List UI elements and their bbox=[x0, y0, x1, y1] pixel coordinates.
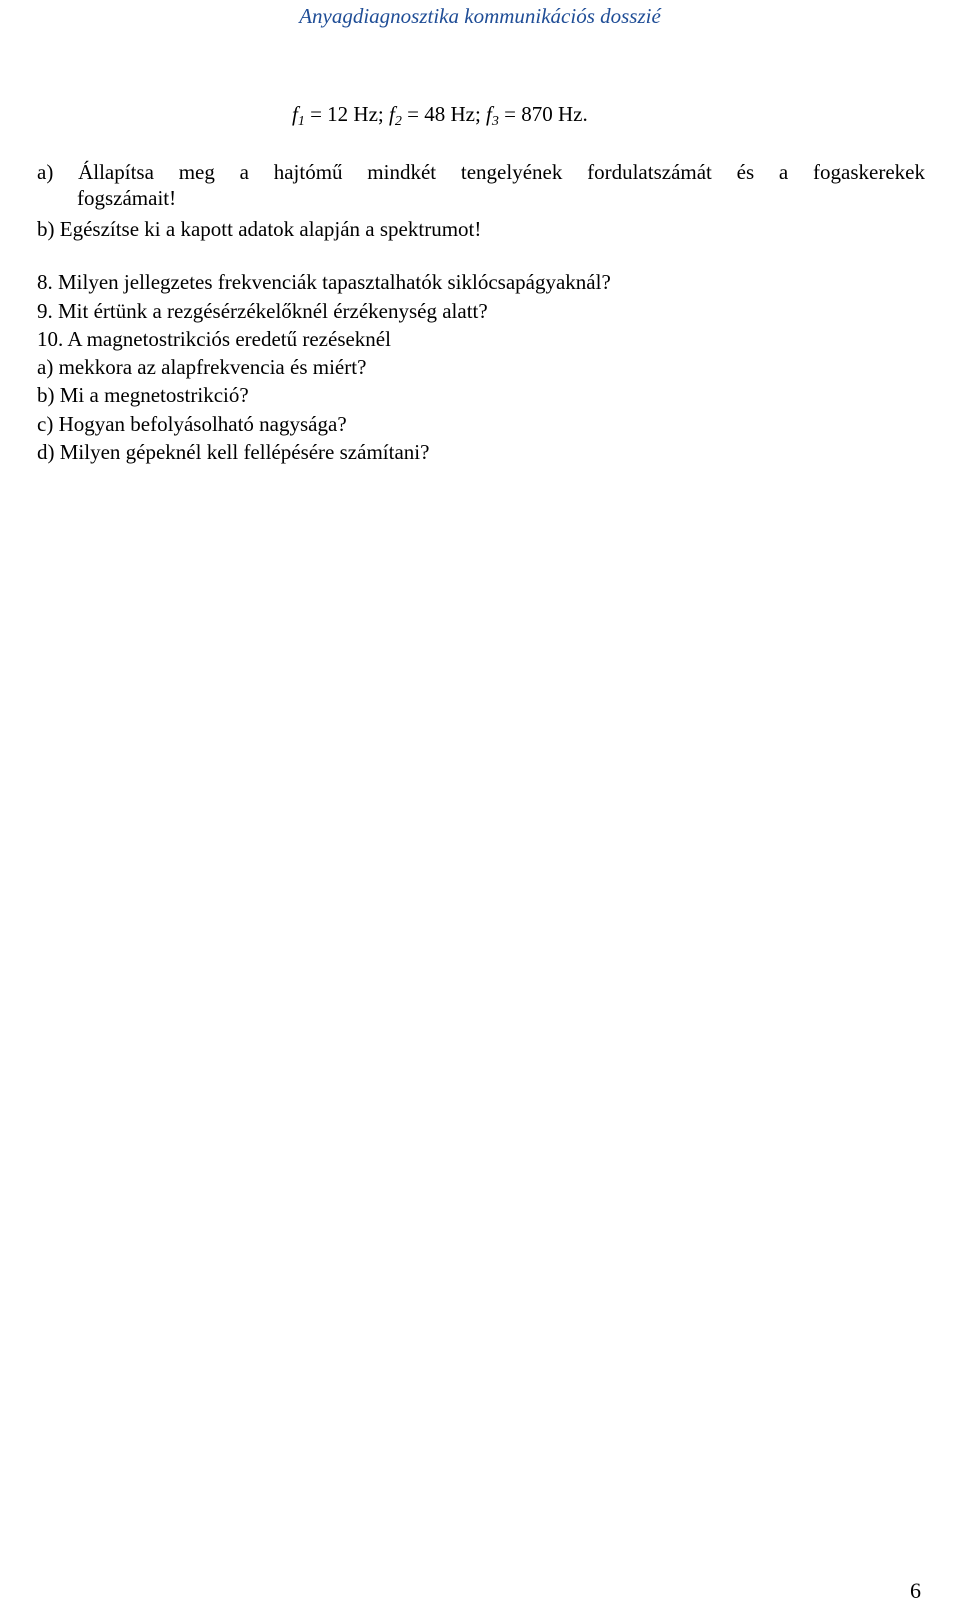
f3-value: = 870 Hz. bbox=[498, 102, 588, 126]
f2-value: = 48 Hz; bbox=[401, 102, 487, 126]
question-10: 10. A magnetostrikciós eredetű rezéseknél bbox=[37, 327, 391, 351]
frequency-formula bbox=[292, 102, 588, 127]
task-a-word: Állapítsa bbox=[78, 160, 154, 184]
task-a-word: fogaskerekek bbox=[813, 160, 925, 184]
task-b: b) Egészítse ki a kapott adatok alapján a spektrumot! bbox=[37, 217, 482, 241]
f1-value: = 12 Hz; bbox=[304, 102, 390, 126]
f3-subscript: 3 bbox=[491, 114, 499, 129]
page-number: 6 bbox=[910, 1578, 921, 1603]
f1-symbol: f bbox=[292, 102, 298, 126]
question-10-d: d) Milyen gépeknél kell fellépésére számítani? bbox=[37, 440, 430, 464]
f3-symbol: f bbox=[486, 102, 492, 126]
question-8: 8. Milyen jellegzetes frekvenciák tapasztalhatók siklócsapágyaknál? bbox=[37, 270, 611, 294]
task-a-word: mindkét bbox=[367, 160, 437, 184]
task-a-word: és bbox=[736, 160, 755, 184]
task-a-word: meg bbox=[178, 160, 215, 184]
f2-symbol: f bbox=[389, 102, 395, 126]
task-a-justified-line bbox=[37, 159, 925, 185]
f1-subscript: 1 bbox=[297, 114, 305, 129]
task-a-word: a bbox=[239, 160, 249, 184]
task-a bbox=[37, 159, 925, 211]
task-a-word: tengelyének bbox=[460, 160, 563, 184]
task-a-continuation: fogszámait! bbox=[77, 186, 177, 210]
page-header: Anyagdiagnosztika kommunikációs dosszié bbox=[299, 4, 661, 28]
task-a-word: a) bbox=[37, 160, 54, 184]
question-10-c: c) Hogyan befolyásolható nagysága? bbox=[37, 412, 347, 436]
task-a-word: a bbox=[778, 160, 789, 184]
question-10-b: b) Mi a megnetostrikció? bbox=[37, 383, 249, 407]
task-a-word: fordulatszámát bbox=[587, 160, 712, 184]
question-10-a: a) mekkora az alapfrekvencia és miért? bbox=[37, 355, 367, 379]
question-9: 9. Mit értünk a rezgésérzékelőknél érzékenység alatt? bbox=[37, 299, 488, 323]
f2-subscript: 2 bbox=[394, 114, 402, 129]
task-a-word: hajtómű bbox=[273, 160, 343, 184]
